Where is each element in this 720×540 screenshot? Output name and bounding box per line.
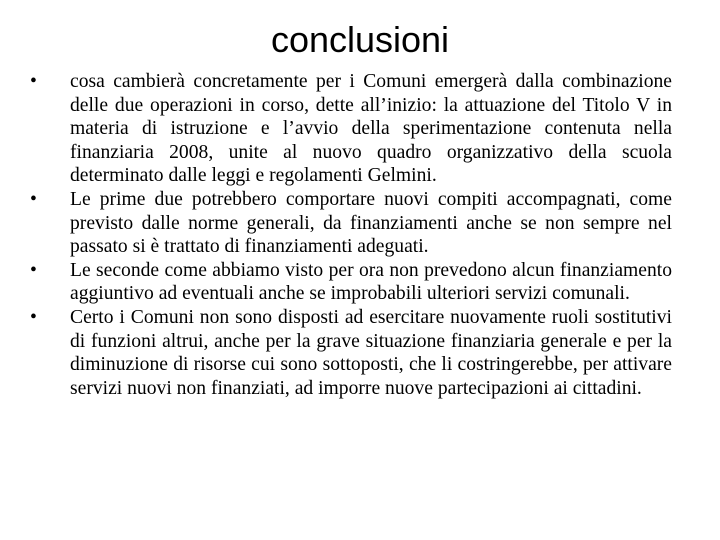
bullet-text-2: Le prime due potrebbero comportare nuovi compiti accompagnati, come previsto dalle norme generali, da finanziamenti anche se non sempre nel passato si è trattato di finanziamenti adeguati. — [70, 188, 672, 258]
bullet-dot-icon: • — [30, 306, 37, 328]
bullet-dot-icon: • — [30, 188, 37, 210]
bullet-dot-icon: • — [30, 259, 37, 281]
bullet-dot-icon: • — [30, 71, 37, 92]
bullet-item-4 — [30, 306, 672, 400]
bullet-list — [30, 70, 672, 400]
bullet-text-3: Le seconde come abbiamo visto per ora non prevedono alcun finanziamento aggiuntivo ad eventuali anche se improbabili ulteriori servizi comunali. — [70, 259, 672, 305]
slide-title: conclusioni — [270, 19, 450, 60]
bullet-text-4: Certo i Comuni non sono disposti ad esercitare nuovamente ruoli sostitutivi di funzioni altrui, anche per la grave situazione finanziaria generale e per la diminuzione di risorse cui sono sottoposti, che li costringerebbe, per attivare servizi nuovi non finanziati, ad imporre nuove partecipazioni ai cittadini. — [70, 306, 672, 399]
bullet-item-1 — [30, 70, 672, 188]
bullet-item-3 — [30, 259, 672, 306]
bullet-item-2 — [30, 188, 672, 259]
bullet-text-1: cosa cambierà concretamente per i Comuni emergerà dalla combinazione delle due operazioni in corso, dette all’inizio: la attuazione del Titolo V in materia di istruzione e l’avvio della sperimentazione contenuta nella finanziaria 2008, unite al nuovo quadro organizzativo della scuola determinato dalle leggi e regolamenti Gelmini. — [70, 71, 672, 187]
